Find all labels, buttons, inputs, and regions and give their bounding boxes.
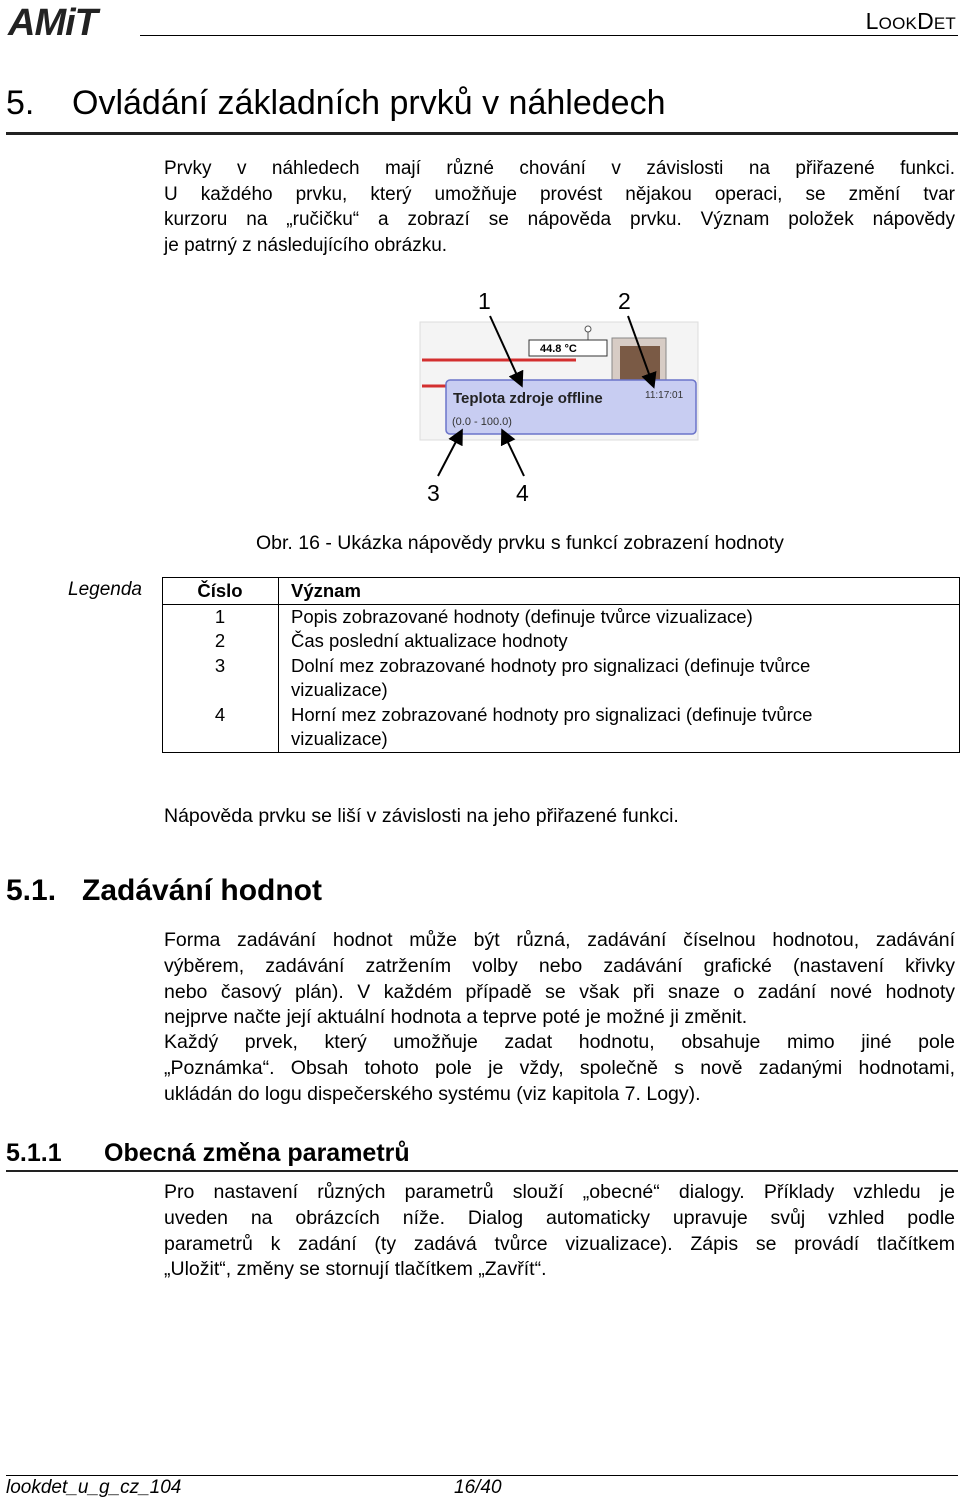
text-line: ukládán do logu dispečerského systému (viz kapitola 7. Logy). bbox=[164, 1082, 701, 1105]
header-rule bbox=[140, 35, 958, 36]
callout-1: 1 bbox=[478, 288, 491, 314]
footer-rule bbox=[6, 1475, 958, 1476]
paragraph bbox=[164, 1180, 955, 1283]
callout-3: 3 bbox=[427, 480, 440, 506]
legend-table bbox=[162, 577, 959, 753]
heading-rule bbox=[6, 132, 958, 135]
row-number: 4 bbox=[162, 703, 279, 753]
text-line: „Uložit“, změny se stornují tlačítkem „Zavřít“. bbox=[164, 1258, 547, 1281]
text-line: Pro nastavení různých parametrů slouží „obecné“ dialogy. Příklady vzhledu je bbox=[164, 1181, 955, 1203]
row-text: Horní mez zobrazované hodnoty pro signalizaci (definuje tvůrce vizualizace) bbox=[291, 703, 813, 749]
table-row bbox=[162, 654, 959, 703]
tooltip-figure bbox=[416, 286, 706, 511]
logo-text: AMiT bbox=[8, 2, 97, 40]
text-line: nebo časový plán). V každém případě se však při snaze o zadání nové hodnoty bbox=[164, 980, 955, 1003]
paragraph bbox=[164, 1030, 955, 1107]
header-number: Číslo bbox=[162, 577, 279, 604]
row-number: 1 bbox=[162, 604, 279, 629]
text-line: Každý prvek, který umožňuje zadat hodnotu, obsahuje mimo jiné pole bbox=[164, 1031, 955, 1053]
tooltip-time: 11:17:01 bbox=[645, 390, 684, 401]
text-line: Forma zadávání hodnot může být různá, zadávání číselnou hodnotou, zadávání bbox=[164, 929, 955, 951]
page-number: 16/40 bbox=[454, 1477, 502, 1498]
paragraph bbox=[164, 928, 955, 1031]
callout-2: 2 bbox=[618, 288, 631, 314]
text-line: výběrem, zadávání zatržením volby nebo zadávání grafické (nastavení křivky bbox=[164, 954, 955, 977]
figure-caption: Obr. 16 - Ukázka nápovědy prvku s funkcí zobrazení hodnoty bbox=[256, 532, 784, 554]
subsubsection-heading bbox=[6, 1139, 410, 1168]
section-heading bbox=[6, 84, 665, 123]
heading-rule bbox=[6, 1170, 958, 1172]
note-paragraph: Nápověda prvku se liší v závislosti na jeho přiřazené funkci. bbox=[164, 805, 679, 827]
section-number: 5. bbox=[6, 84, 35, 122]
section-title: Ovládání základních prvků v náhledech bbox=[72, 84, 666, 122]
intro-paragraph bbox=[164, 156, 955, 258]
table-row bbox=[162, 629, 959, 654]
tooltip-title: Teplota zdroje offline bbox=[453, 390, 603, 407]
row-number: 3 bbox=[162, 654, 279, 703]
subsubsection-number: 5.1.1 bbox=[6, 1139, 62, 1167]
text-line: Prvky v náhledech mají různé chování v závislosti na přiřazené funkci. bbox=[164, 158, 955, 179]
value-text: 44.8 °C bbox=[540, 343, 577, 355]
amit-logo bbox=[6, 2, 136, 40]
subsection-title: Zadávání hodnot bbox=[82, 874, 322, 907]
table-row bbox=[162, 604, 959, 629]
subsubsection-title: Obecná změna parametrů bbox=[104, 1139, 410, 1167]
text-line: U každého prvku, který umožňuje provést nějakou operaci, se změní tvar bbox=[164, 183, 955, 205]
legend-label: Legenda bbox=[68, 579, 142, 600]
row-text: Dolní mez zobrazované hodnoty pro signalizaci (definuje tvůrce vizualizace) bbox=[291, 654, 811, 700]
tooltip-range: (0.0 - 100.0) bbox=[452, 416, 512, 428]
table-header-row bbox=[162, 577, 959, 604]
text-line: uveden na obrázcích níže. Dialog automaticky upravuje svůj vzhled podle bbox=[164, 1206, 955, 1229]
subsection-number: 5.1. bbox=[6, 874, 57, 907]
row-text: Čas poslední aktualizace hodnoty bbox=[291, 630, 568, 651]
text-line: je patrný z následujícího obrázku. bbox=[164, 234, 448, 256]
text-line: kurzoru na „ručičku“ a zobrazí se nápověda prvku. Význam položek nápovědy bbox=[164, 209, 955, 231]
text-line: „Poznámka“. Obsah tohoto pole je vždy, společně s nově zadanými hodnotami, bbox=[164, 1056, 955, 1079]
table-row bbox=[162, 703, 959, 753]
subsection-heading bbox=[6, 874, 322, 908]
row-number: 2 bbox=[162, 629, 279, 654]
callout-4: 4 bbox=[516, 480, 529, 506]
text-line: parametrů k zadání (ty zadává tvůrce vizualizace). Zápis se provádí tlačítkem bbox=[164, 1232, 955, 1255]
document-title: LOOKDET bbox=[865, 8, 956, 34]
footer-doc-id: lookdet_u_g_cz_104 bbox=[6, 1477, 182, 1498]
header-meaning: Význam bbox=[279, 577, 960, 604]
row-text: Popis zobrazované hodnoty (definuje tvůrce vizualizace) bbox=[291, 605, 753, 627]
text-line: nejprve načte její aktuální hodnota a teprve poté je možné ji změnit. bbox=[164, 1006, 748, 1029]
